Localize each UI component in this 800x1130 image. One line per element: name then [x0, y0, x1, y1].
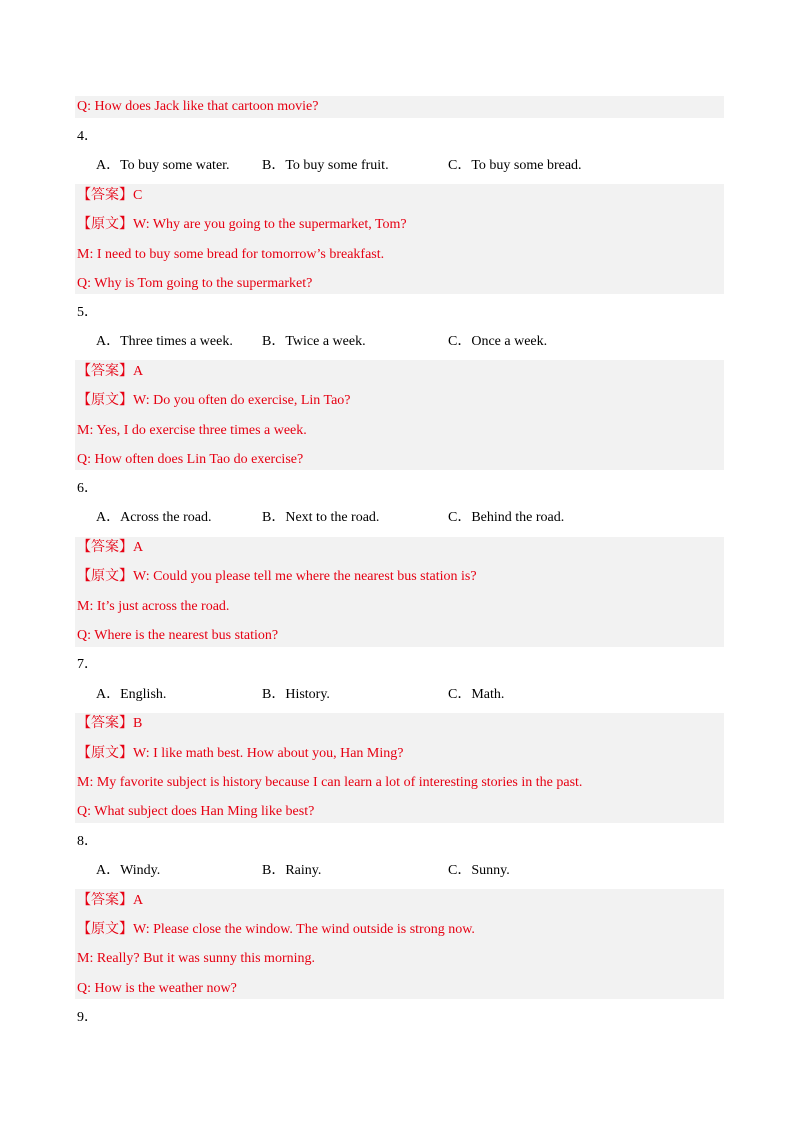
option-b: B．Next to the road. — [262, 510, 380, 525]
option-b: B．History. — [262, 687, 330, 702]
answer-label: 【答案】A — [77, 893, 144, 908]
option-c: C．Once a week. — [448, 334, 548, 349]
question-number: 5． — [77, 305, 98, 320]
script-label: 【原文】 — [77, 746, 133, 761]
option-a: A．English. — [96, 687, 167, 702]
script-line-w — [77, 567, 477, 587]
question-number: 7． — [77, 657, 98, 672]
question-number: 8． — [77, 834, 98, 849]
script-line-m: M: I need to buy some bread for tomorrow’s breakfast. — [77, 247, 385, 262]
question-number: 9． — [77, 1010, 98, 1025]
question-number: 6． — [77, 481, 98, 496]
script-line-m: M: My favorite subject is history because I can learn a lot of interesting stories in the past. — [77, 775, 583, 790]
option-a: A．To buy some water. — [96, 158, 230, 173]
option-c: C．Math. — [448, 687, 505, 702]
option-b: B．Rainy. — [262, 863, 322, 878]
script-line-w — [77, 391, 351, 411]
option-a: A．Three times a week. — [96, 334, 233, 349]
script-w-text: W: Do you often do exercise, Lin Tao? — [133, 393, 351, 408]
script-line-m: M: It’s just across the road. — [77, 599, 230, 614]
option-b: B．To buy some fruit. — [262, 158, 389, 173]
script-label: 【原文】 — [77, 569, 133, 584]
option-c: C．Sunny. — [448, 863, 510, 878]
question-number: 4． — [77, 129, 98, 144]
answer-label: 【答案】C — [77, 188, 143, 203]
script-line-m: M: Yes, I do exercise three times a week. — [77, 423, 307, 438]
option-a: A．Windy. — [96, 863, 161, 878]
option-c: C．To buy some bread. — [448, 158, 582, 173]
script-question: Q: What subject does Han Ming like best? — [77, 804, 315, 819]
script-line-w — [77, 215, 407, 235]
script-label: 【原文】 — [77, 217, 133, 232]
script-question: Q: How is the weather now? — [77, 981, 237, 996]
script-label: 【原文】 — [77, 922, 133, 937]
answer-label: 【答案】A — [77, 364, 144, 379]
script-question: Q: Where is the nearest bus station? — [77, 628, 279, 643]
answer-label: 【答案】A — [77, 540, 144, 555]
script-label: 【原文】 — [77, 393, 133, 408]
answer-label: 【答案】B — [77, 716, 143, 731]
script-line-w — [77, 744, 403, 764]
script-question: Q: How often does Lin Tao do exercise? — [77, 452, 304, 467]
script-w-text: W: Please close the window. The wind outside is strong now. — [133, 922, 475, 937]
option-c: C．Behind the road. — [448, 510, 565, 525]
option-b: B．Twice a week. — [262, 334, 366, 349]
script-line-w — [77, 920, 475, 940]
script-question: Q: Why is Tom going to the supermarket? — [77, 276, 313, 291]
option-a: A．Across the road. — [96, 510, 212, 525]
script-question: Q: How does Jack like that cartoon movie? — [77, 99, 319, 114]
script-w-text: W: Why are you going to the supermarket, Tom? — [133, 217, 407, 232]
script-w-text: W: Could you please tell me where the nearest bus station is? — [133, 569, 477, 584]
script-line-m: M: Really? But it was sunny this morning. — [77, 951, 315, 966]
script-w-text: W: I like math best. How about you, Han Ming? — [133, 746, 404, 761]
